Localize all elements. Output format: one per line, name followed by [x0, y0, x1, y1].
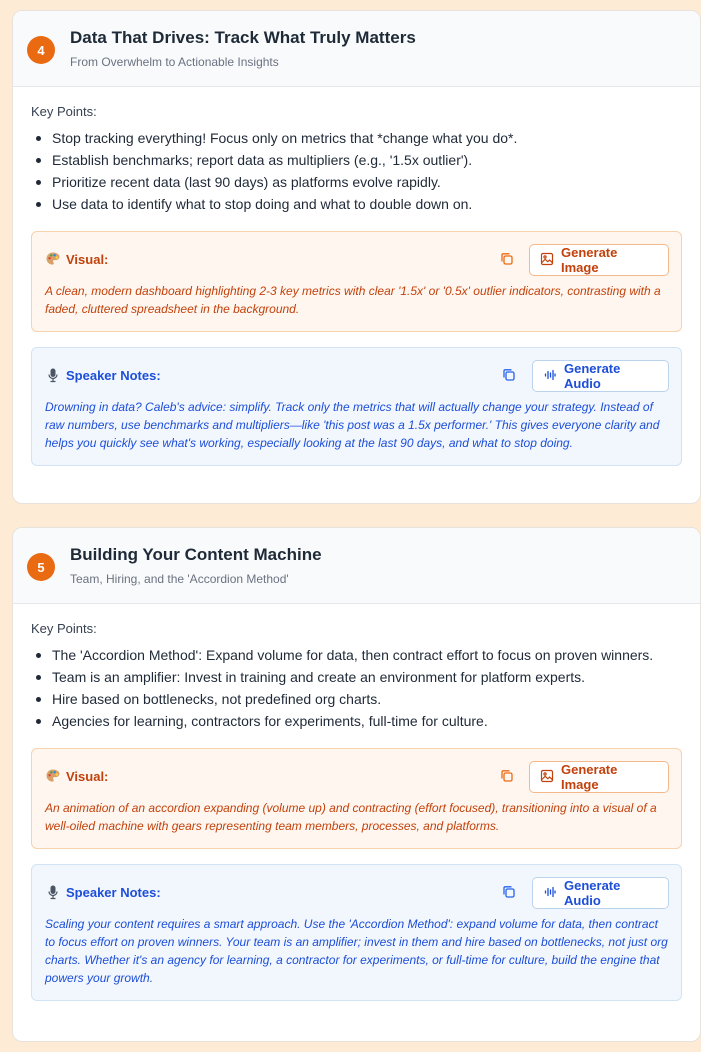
speaker-notes-text: Scaling your content requires a smart approach. Use the 'Accordion Method': expand volume for data, then contract to focus effort on proven winners. Your team is an amplifier; invest in them and hire based on bottlenecks, not just org charts. Whether it's an agency for learning, a contractor for experiments, or full-time for culture, build the engine that powers your growth.: [45, 917, 668, 985]
generate-audio-button[interactable]: [532, 360, 669, 392]
copy-icon[interactable]: [501, 884, 517, 900]
key-point: Hire based on bottlenecks, not predefined org charts.: [31, 688, 682, 710]
key-point: Establish benchmarks; report data as multipliers (e.g., '1.5x outlier').: [31, 149, 682, 171]
copy-icon[interactable]: [501, 367, 517, 383]
slide-card: [12, 527, 701, 1042]
visual-label: Visual:: [66, 252, 109, 267]
audio-wave-icon: [543, 885, 557, 902]
key-point: Prioritize recent data (last 90 days) as platforms evolve rapidly.: [31, 171, 682, 193]
generate-audio-label: Generate Audio: [564, 878, 621, 908]
visual-panel: [31, 231, 682, 332]
slide-title: Building Your Content Machine: [70, 545, 322, 564]
speaker-notes-label: Speaker Notes:: [66, 885, 161, 900]
generate-image-button[interactable]: [529, 244, 669, 276]
key-point: Team is an amplifier: Invest in training and create an environment for platform experts.: [31, 666, 682, 688]
key-points-list: [31, 127, 682, 215]
palette-icon: [45, 251, 61, 267]
key-point: Agencies for learning, contractors for experiments, full-time for culture.: [31, 710, 682, 732]
slide-body: [13, 604, 700, 1001]
slide-number-badge: 4: [27, 36, 55, 64]
slide-subtitle: Team, Hiring, and the 'Accordion Method': [70, 572, 289, 586]
audio-wave-icon: [543, 368, 557, 385]
visual-label: Visual:: [66, 769, 109, 784]
visual-panel: [31, 748, 682, 849]
generate-image-label: Generate Image: [561, 762, 618, 792]
slide-header: [13, 11, 700, 87]
key-point: Stop tracking everything! Focus only on metrics that *change what you do*.: [31, 127, 682, 149]
key-points-label: Key Points:: [31, 104, 97, 119]
generate-image-label: Generate Image: [561, 245, 618, 275]
copy-icon[interactable]: [499, 768, 515, 784]
image-icon: [540, 252, 554, 269]
palette-icon: [45, 768, 61, 784]
slide-card: [12, 10, 701, 504]
copy-icon[interactable]: [499, 251, 515, 267]
slide-title: Data That Drives: Track What Truly Matters: [70, 28, 416, 47]
visual-description: An animation of an accordion expanding (volume up) and contracting (effort focused), transitioning into a visual of a well-oiled machine with gears representing team members, processes, and platforms.: [45, 801, 657, 833]
key-points-label: Key Points:: [31, 621, 97, 636]
speaker-notes-text: Drowning in data? Caleb's advice: simplify. Track only the metrics that will actually change your strategy. Instead of raw numbers, use benchmarks and multipliers—like 'this post was a 1.5x performer.' This gives everyone clarity and helps you quickly see what's working, especially looking at the last 90 days, and what to stop doing.: [45, 400, 660, 450]
microphone-icon: [45, 884, 61, 900]
speaker-notes-panel: [31, 347, 682, 466]
microphone-icon: [45, 367, 61, 383]
visual-description: A clean, modern dashboard highlighting 2-3 key metrics with clear '1.5x' or '0.5x' outlier indicators, contrasting with a faded, cluttered spreadsheet in the background.: [45, 284, 661, 316]
image-icon: [540, 769, 554, 786]
key-point: Use data to identify what to stop doing and what to double down on.: [31, 193, 682, 215]
slide-subtitle: From Overwhelm to Actionable Insights: [70, 55, 279, 69]
generate-image-button[interactable]: [529, 761, 669, 793]
key-point: The 'Accordion Method': Expand volume for data, then contract effort to focus on proven winners.: [31, 644, 682, 666]
speaker-notes-label: Speaker Notes:: [66, 368, 161, 383]
generate-audio-label: Generate Audio: [564, 361, 621, 391]
slide-body: [13, 87, 700, 466]
slide-number-badge: 5: [27, 553, 55, 581]
key-points-list: [31, 644, 682, 732]
slide-header: [13, 528, 700, 604]
generate-audio-button[interactable]: [532, 877, 669, 909]
speaker-notes-panel: [31, 864, 682, 1001]
